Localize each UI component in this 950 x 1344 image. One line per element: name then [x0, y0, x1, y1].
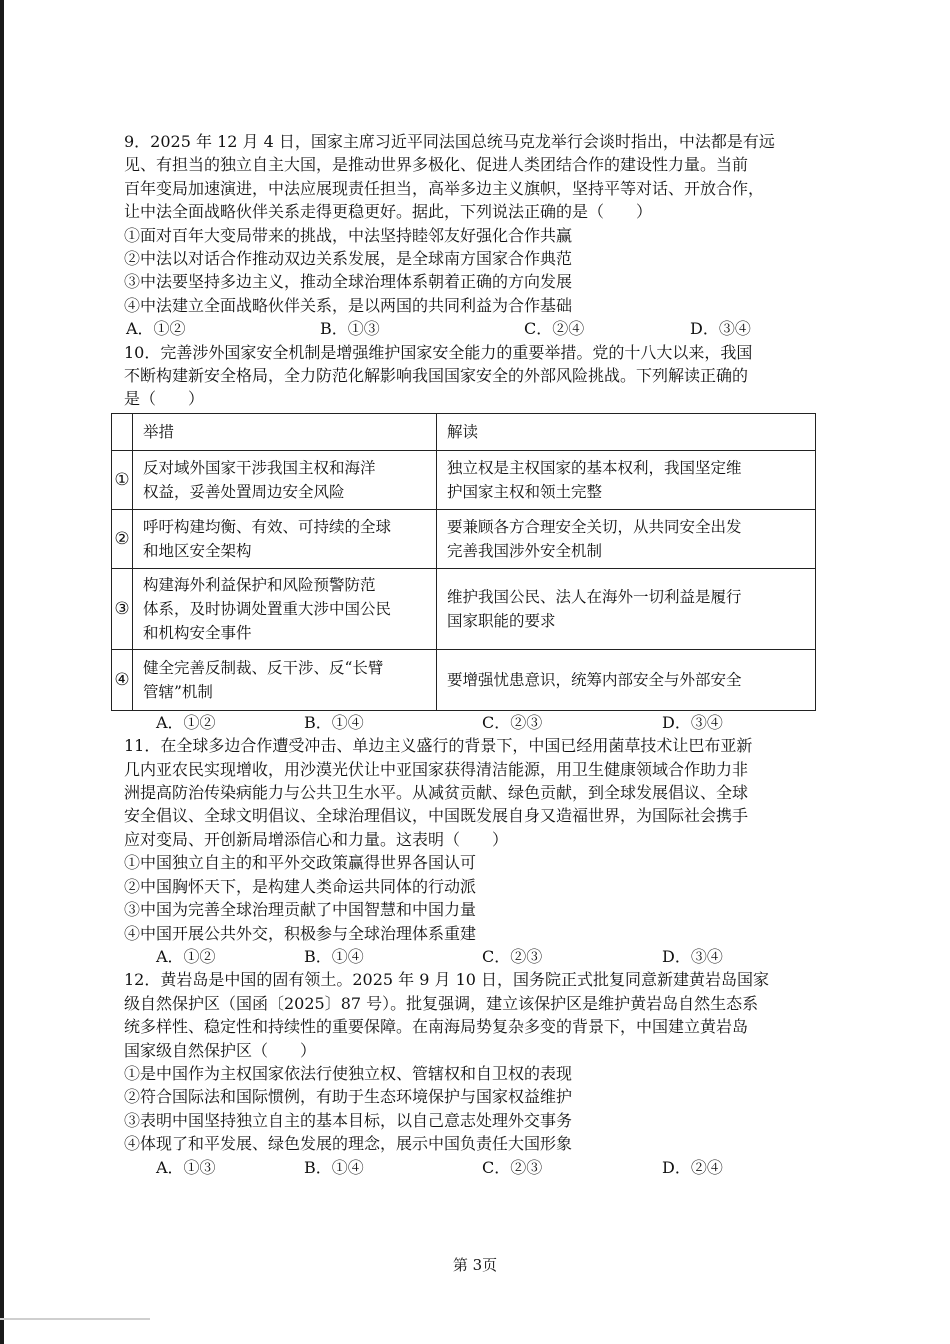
cell-line: 体系，及时协调处置重大涉中国公民: [143, 599, 392, 618]
row-number: ①: [112, 450, 133, 509]
row-number: ②: [112, 509, 133, 568]
question-9: [124, 130, 836, 341]
cell-line: 维护我国公民、法人在海外一切利益是履行: [447, 587, 742, 606]
reading-cell: [437, 450, 816, 509]
cell-line: 护国家主权和领土完整: [447, 482, 603, 501]
question-stem-line: 国家级自然保护区（ ）: [124, 1040, 317, 1060]
option-c: C．②③: [482, 1157, 543, 1177]
option-c: C．②③: [482, 712, 543, 732]
question-stem-line: 百年变局加速演进，中法应展现责任担当，高举多边主义旗帜，坚持平等对话、开放合作，: [124, 178, 765, 198]
table-row: [112, 509, 816, 568]
table-header-reading: 解读: [437, 413, 816, 450]
table-row: [112, 649, 816, 710]
cell-line: 独立权是主权国家的基本权利，我国坚定维: [447, 458, 742, 477]
cell-line: 完善我国涉外安全机制: [447, 541, 603, 560]
statement: ④中法建立全面战略伙伴关系，是以两国的共同利益为合作基础: [124, 295, 573, 315]
measure-cell: [133, 649, 437, 710]
page-number: 第 3页: [452, 1256, 498, 1274]
option-b: B．①④: [304, 946, 364, 966]
table-row: [112, 568, 816, 649]
statement: ③表明中国坚持独立自主的基本目标，以自己意志处理外交事务: [124, 1110, 573, 1130]
question-stem-line: 应对变局、开创新局增添信心和力量。这表明（ ）: [124, 829, 509, 849]
reading-cell: [437, 568, 816, 649]
table-header-row: [112, 413, 816, 450]
statement: ②符合国际法和国际惯例，有助于生态环境保护与国家权益维护: [124, 1087, 573, 1107]
cell-line: 和地区安全架构: [143, 541, 252, 560]
statement: ②中国胸怀天下，是构建人类命运共同体的行动派: [124, 876, 477, 896]
exam-page: [114, 130, 836, 1179]
answer-options: [124, 317, 836, 340]
question-stem-line: 洲提高防治传染病能力与公共卫生水平。从减贫贡献、绿色贡献，到全球发展倡议、全球: [124, 783, 749, 803]
question-stem-line: 让中法全面战略伙伴关系走得更稳更好。据此，下列说法正确的是（ ）: [124, 202, 653, 222]
cell-line: 健全完善反制裁、反干涉、反“长臂: [143, 658, 384, 677]
question-stem-line: 9．2025 年 12 月 4 日，国家主席习近平同法国总统马克龙举行会谈时指出，中法都是有远: [124, 132, 775, 151]
question-12: [124, 968, 836, 1179]
question-stem-line: 是（ ）: [124, 389, 205, 409]
option-b: B．①④: [304, 712, 364, 732]
option-b: B．①③: [320, 319, 380, 339]
question-stem-line: 统多样性、稳定性和持续性的重要保障。在南海局势复杂多变的背景下，中国建立黄岩岛: [124, 1017, 749, 1037]
question-stem-line: 10．完善涉外国家安全机制是增强维护国家安全能力的重要举措。党的十八大以来，我国: [124, 342, 753, 362]
reading-cell: [437, 509, 816, 568]
statement: ④体现了和平发展、绿色发展的理念，展示中国负责任大国形象: [124, 1134, 573, 1154]
cell-line: 呼吁构建均衡、有效、可持续的全球: [143, 517, 392, 536]
option-d: D．②④: [662, 1157, 723, 1177]
question-stem-line: 12．黄岩岛是中国的固有领土。2025 年 9 月 10 日，国务院正式批复同意新建黄岩岛国家: [124, 970, 770, 990]
statement: ①面对百年大变局带来的挑战，中法坚持睦邻友好强化合作共赢: [124, 225, 573, 245]
row-number: ③: [112, 568, 133, 649]
question-stem-line: 安全倡议、全球文明倡议、全球治理倡议，中国既发展自身又造福世界，为国际社会携手: [124, 806, 749, 826]
measures-table: [111, 413, 816, 711]
cell-line: 权益，妥善处置周边安全风险: [143, 482, 345, 501]
option-c: C．②④: [524, 319, 585, 339]
cell-line: 国家职能的要求: [447, 611, 556, 630]
cell-line: 管辖”机制: [143, 682, 213, 701]
statement: ②中法以对话合作推动双边关系发展，是全球南方国家合作典范: [124, 249, 573, 269]
cell-line: 要兼顾各方合理安全关切，从共同安全出发: [447, 517, 742, 536]
table-header-measure: 举措: [133, 413, 437, 450]
measure-cell: [133, 568, 437, 649]
reading-cell: [437, 649, 816, 710]
cell-line: 构建海外利益保护和风险预警防范: [143, 575, 376, 594]
statement: ③中国为完善全球治理贡献了中国智慧和中国力量: [124, 900, 477, 920]
option-d: D．③④: [662, 712, 723, 732]
row-number: ④: [112, 649, 133, 710]
table-row: [112, 450, 816, 509]
option-a: A．①③: [156, 1157, 216, 1177]
option-d: D．③④: [662, 946, 723, 966]
cell-line: 和机构安全事件: [143, 623, 252, 642]
measure-cell: [133, 450, 437, 509]
option-d: D．③④: [690, 319, 751, 339]
scan-mark-bottom: [0, 1318, 150, 1320]
option-a: A．①②: [126, 319, 186, 339]
question-stem-line: 不断构建新安全格局，全力防范化解影响我国国家安全的外部风险挑战。下列解读正确的: [124, 366, 749, 386]
statement: ③中法要坚持多边主义，推动全球治理体系朝着正确的方向发展: [124, 272, 573, 292]
answer-options: [124, 1156, 836, 1179]
cell-line: 要增强忧患意识，统筹内部安全与外部安全: [447, 670, 742, 689]
statement: ④中国开展公共外交，积极参与全球治理体系重建: [124, 923, 477, 943]
measure-cell: [133, 509, 437, 568]
option-a: A．①②: [156, 946, 216, 966]
scan-edge-left: [0, 0, 4, 1344]
answer-options: [124, 711, 836, 734]
option-b: B．①④: [304, 1157, 364, 1177]
cell-line: 反对域外国家干涉我国主权和海洋: [143, 458, 376, 477]
statement: ①是中国作为主权国家依法行使独立权、管辖权和自卫权的表现: [124, 1063, 573, 1083]
answer-options: [124, 945, 836, 968]
question-stem-line: 11．在全球多边合作遭受冲击、单边主义盛行的背景下，中国已经用菌草技术让巴布亚新: [124, 736, 753, 756]
table-cell-empty: [112, 413, 133, 450]
statement: ①中国独立自主的和平外交政策赢得世界各国认可: [124, 853, 477, 873]
question-stem-line: 级自然保护区（国函〔2025〕87 号）。批复强调，建立该保护区是维护黄岩岛自然生态系: [124, 993, 759, 1013]
question-11: [124, 734, 836, 968]
question-stem-line: 几内亚农民实现增收，用沙漠光伏让中亚国家获得清洁能源，用卫生健康领域合作助力非: [124, 759, 749, 779]
option-c: C．②③: [482, 946, 543, 966]
question-stem-line: 见、有担当的独立自主大国，是推动世界多极化、促进人类团结合作的建设性力量。当前: [124, 155, 749, 175]
question-10: [114, 341, 836, 735]
option-a: A．①②: [156, 712, 216, 732]
